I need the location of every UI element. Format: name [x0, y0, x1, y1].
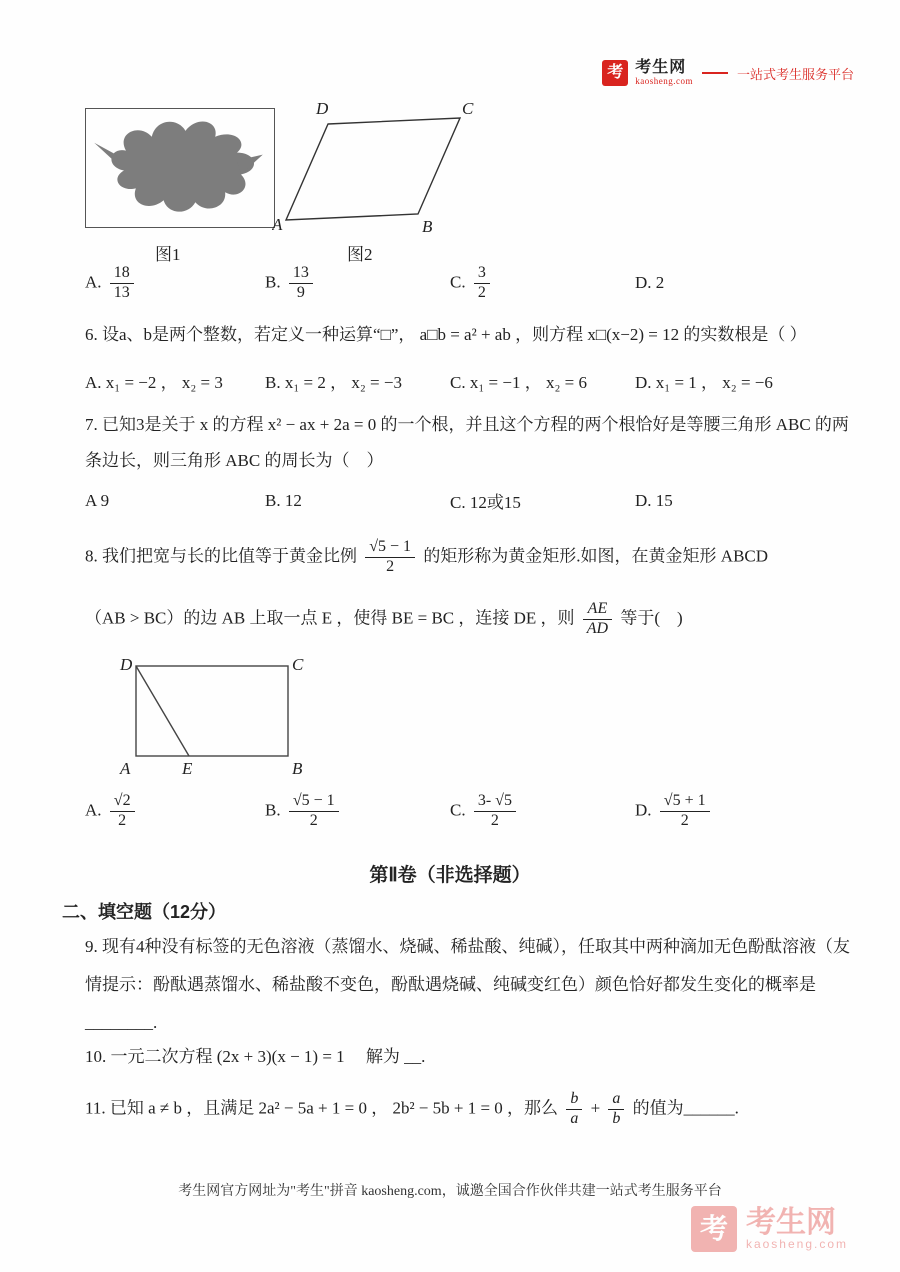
option-d-label: D.: [635, 800, 652, 820]
option-a: [85, 264, 265, 303]
question-7-text-line2: 条边长，则三角形 ABC 的周长为（ ）: [85, 451, 384, 470]
brand-logo-icon: 考: [602, 60, 628, 86]
option-d: [635, 792, 855, 831]
diagonal-de: [136, 666, 189, 756]
question-8-text-line1: [85, 538, 830, 577]
figure-1-inkblot: [85, 108, 275, 228]
option-a-label: A.: [85, 800, 102, 820]
watermark-logo: [691, 1206, 848, 1252]
option-c: C. 12或15: [450, 493, 521, 512]
option-c: [450, 264, 635, 303]
option-c: [450, 792, 635, 831]
brand-logo: [602, 60, 854, 86]
question-7-options: [85, 488, 855, 513]
fraction: $\frac{√2}{2}$: [110, 792, 135, 831]
brand-divider: [702, 72, 728, 74]
fraction: $\frac{13}{9}$: [289, 264, 313, 303]
golden-ratio-fraction: $\frac{√5 - 1}{2}$: [365, 538, 415, 577]
option-b-label: B.: [265, 272, 281, 292]
figure-captions: [85, 240, 505, 264]
watermark-text: [746, 1207, 848, 1251]
vertex-label-d: D: [120, 655, 133, 674]
brand-domain: kaosheng.com: [635, 75, 693, 86]
figure-2-caption: 图2: [347, 245, 373, 264]
option-b-label: B.: [265, 800, 281, 820]
footer-text: 考生网官方网址为"考生"拼音 kaosheng.com，诚邀全国合作伙伴共建一站式考生服务平台: [178, 1184, 722, 1199]
question-11-text: [85, 1090, 830, 1129]
q8-text-post: 的矩形称为黄金矩形.如图，在黄金矩形 ABCD: [423, 546, 769, 566]
option-a: [85, 792, 265, 831]
vertex-label-b: B: [422, 217, 433, 234]
brand-tagline: 一站式考生服务平台: [736, 66, 854, 82]
fraction: $\frac{3}{2}$: [474, 264, 490, 303]
option-b: B. 12: [265, 490, 302, 510]
option-a: A 9: [85, 490, 110, 510]
vertex-label-c: C: [292, 655, 304, 674]
q8-text2-pre: （AB > BC）的边 AB 上取一点 E ，使得 BE = BC ，连接 DE ，则: [85, 608, 575, 628]
option-a: A. x₁ = −2 ， x₂ = 3: [85, 373, 223, 392]
option-b: B. x₁ = 2 ， x₂ = −3: [265, 373, 402, 392]
watermark-domain: kaosheng.com: [745, 1237, 848, 1252]
q11-text-post: 的值为______.: [632, 1098, 739, 1118]
q11-plus-sign: +: [590, 1098, 601, 1118]
option-b: [265, 264, 450, 303]
q8-text-pre: 8. 我们把宽与长的比值等于黄金比例: [85, 546, 357, 566]
figure-2-parallelogram: [272, 98, 482, 234]
fraction: $\frac{√5 + 1}{2}$: [660, 792, 710, 831]
question-6-text: 6. 设a、b是两个整数，若定义一种运算“□”， a□b = a² + ab ，则方程 x□(x−2) = 12 的实数根是（ ）: [85, 325, 807, 344]
question-7-text-line1: 7. 已知3是关于 x 的方程 x² − ax + 2a = 0 的一个根，并且这个方程的两个根恰好是等腰三角形 ABC 的两: [85, 415, 849, 434]
parallelogram-shape: [286, 118, 460, 220]
option-d: D. x₁ = 1 ， x₂ = −6: [635, 373, 773, 392]
b-over-a-fraction: $\frac{b}{a}$: [566, 1090, 582, 1129]
fraction: $\frac{3- √5}{2}$: [474, 792, 516, 831]
a-over-b-fraction: $\frac{a}{b}$: [608, 1090, 624, 1129]
option-c-label: C.: [450, 272, 466, 292]
question-8-text-line2: [85, 600, 830, 639]
inkblot-svg: [86, 109, 273, 226]
question-6-options: [85, 368, 855, 393]
question-9-text-line2: 情提示：酚酞遇蒸馏水、稀盐酸不变色，酚酞遇烧碱、纯碱变红色）颜色恰好都发生变化的概率是: [85, 975, 816, 994]
option-c-label: C.: [450, 800, 466, 820]
watermark-icon: 考: [691, 1206, 737, 1252]
figure-1-caption: 图1: [155, 245, 181, 264]
inkblot-shape: [111, 121, 254, 211]
ae-ad-fraction: $\frac{AE}{AD}$: [583, 600, 612, 639]
fraction: $\frac{√5 - 1}{2}$: [289, 792, 339, 831]
q8-text2-post: 等于( ): [620, 608, 683, 628]
vertex-label-e: E: [182, 759, 193, 778]
fraction: $\frac{18}{13}$: [110, 264, 134, 303]
vertex-label-d: D: [316, 99, 329, 118]
question-8-options: [85, 792, 855, 831]
question-9-answer-blank: ________.: [85, 1013, 158, 1032]
option-c: C. x₁ = −1 ， x₂ = 6: [450, 373, 587, 392]
vertex-label-c: C: [462, 99, 474, 118]
rectangle-shape: [136, 666, 288, 756]
q11-text-pre: 11. 已知 a ≠ b ，且满足 2a² − 5a + 1 = 0 ， 2b² − 5b + 1 = 0 ，那么: [85, 1098, 559, 1118]
option-d: D. 2: [635, 273, 665, 293]
fill-in-section-title: 二、填空题（12分）: [62, 902, 227, 922]
brand-text: [635, 60, 693, 86]
brand-name: 考生网: [635, 59, 687, 76]
option-a-label: A.: [85, 272, 102, 292]
vertex-label-b: B: [292, 759, 303, 778]
figure-golden-rectangle: [112, 650, 322, 782]
question-5-options: [85, 264, 855, 303]
part2-title: 第Ⅱ卷（非选择题）: [369, 865, 531, 886]
option-b: [265, 792, 450, 831]
vertex-label-a: A: [120, 759, 131, 778]
question-10-text: 10. 一元二次方程 (2x + 3)(x − 1) = 1 解为 __.: [85, 1047, 426, 1066]
vertex-label-a: A: [272, 215, 283, 234]
question-9-text-line1: 9. 现有4种没有标签的无色溶液（蒸馏水、烧碱、稀盐酸、纯碱），任取其中两种滴加无色酚酞溶液（友: [85, 937, 850, 956]
option-d: D. 15: [635, 490, 673, 510]
watermark-name: 考生网: [745, 1205, 836, 1239]
